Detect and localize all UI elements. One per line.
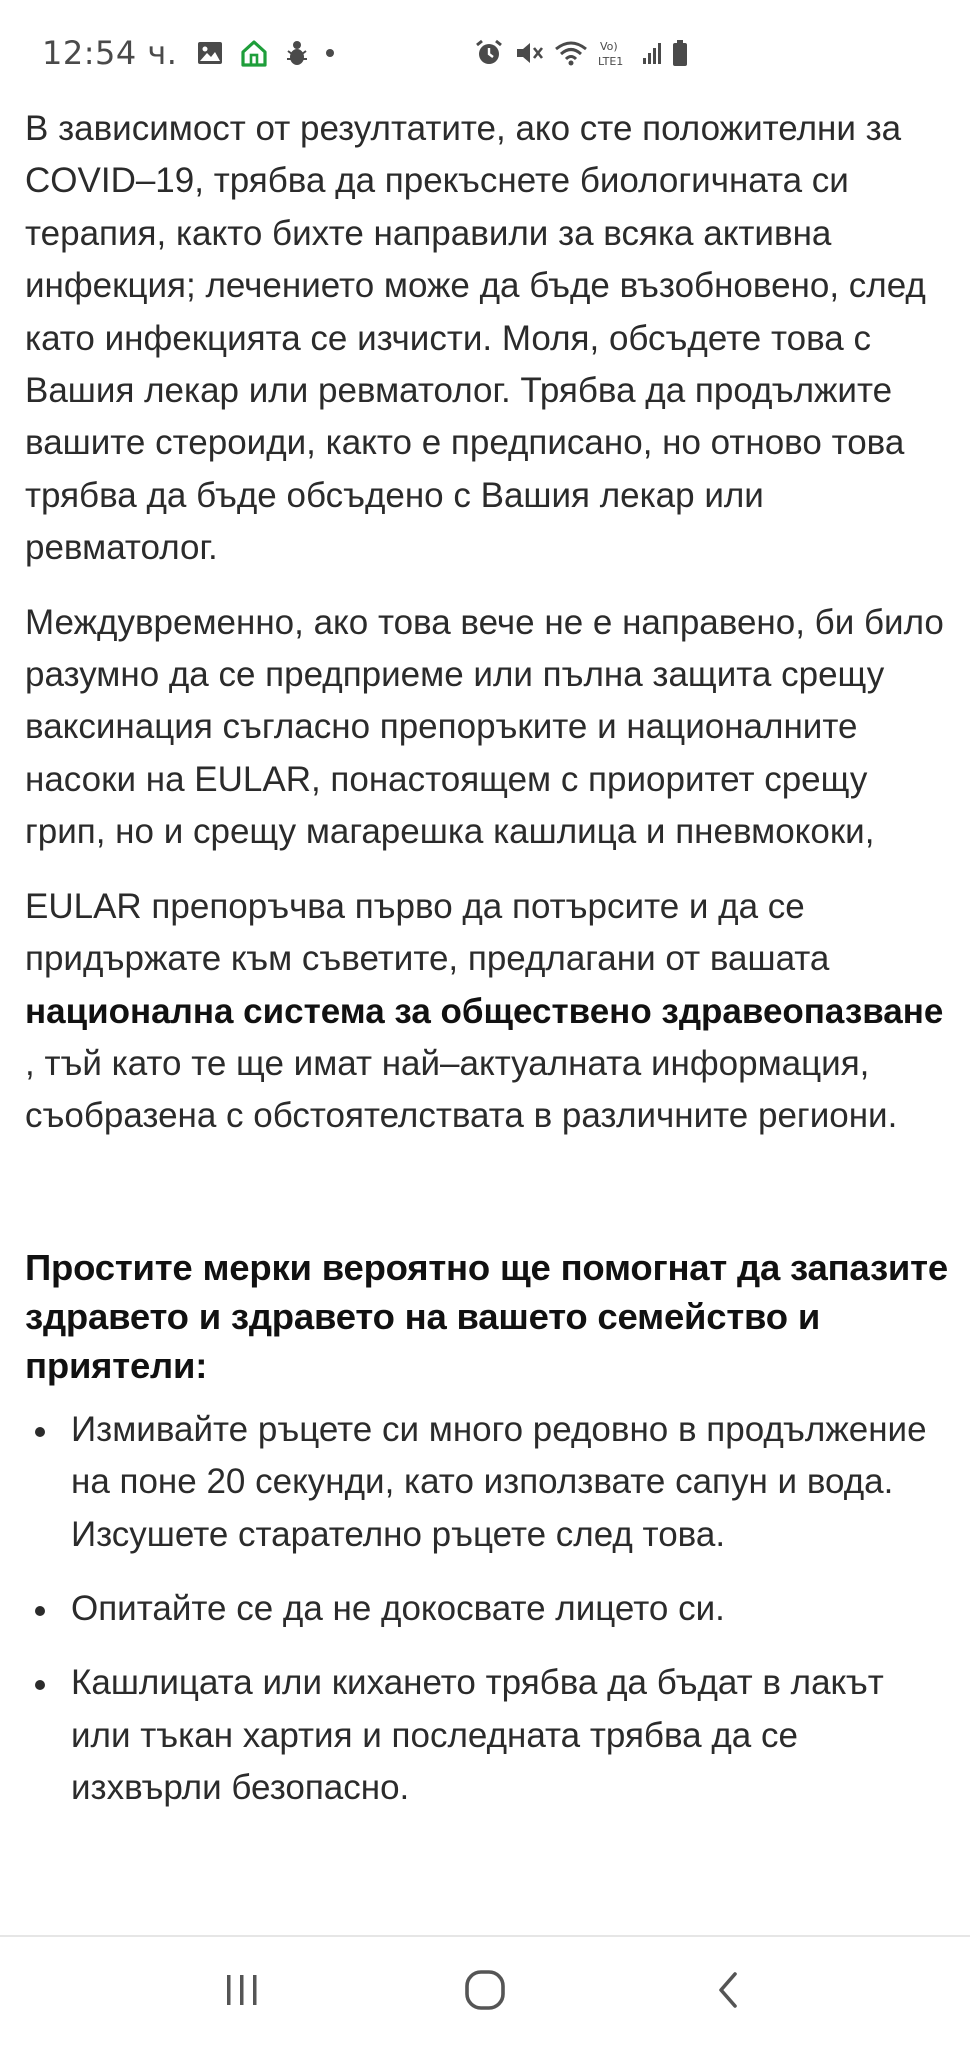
- list-item: [25, 1657, 950, 1814]
- public-health-link[interactable]: национална система за обществено здравеопазване: [25, 991, 944, 1031]
- bullet-icon: [35, 1680, 45, 1690]
- eular-text-before: EULAR препоръчва първо да потърсите и да се придържате към съветите, предлагани от вашата: [25, 886, 830, 979]
- alarm-icon: [474, 38, 504, 68]
- volte-top-text: Vo): [600, 39, 618, 53]
- image-icon: [197, 41, 223, 65]
- bug-icon: [285, 39, 309, 67]
- home-button-icon: [463, 1968, 507, 2017]
- back-button[interactable]: [668, 1948, 788, 2038]
- list-item: [25, 1583, 950, 1635]
- status-bar: [0, 0, 970, 105]
- back-icon: [713, 1970, 743, 2015]
- home-icon: [239, 38, 269, 68]
- bullet-icon: [35, 1606, 45, 1616]
- paragraph-eular: [25, 881, 950, 1143]
- dot-icon: [325, 48, 335, 58]
- measures-heading: Простите мерки вероятно ще помогнат да запазите здравето и здравето на вашето семейство и приятели:: [25, 1246, 948, 1386]
- home-button[interactable]: [425, 1948, 545, 2038]
- navigation-bar: [0, 1935, 970, 2048]
- paragraph-covid-therapy: В зависимост от резултатите, ако сте положителни за COVID–19, трябва да прекъснете биологичната си терапия, както бихте направили за всяка активна инфекция; лечението може да бъде възобновено, след като инфекцията се изчисти. Моля, обсъдете това с Вашия лекар или ревматолог. Трябва да продължите вашите стероиди, както е предписано, но отново това трябва да бъде обсъдено с Вашия лекар или ревматолог.: [25, 109, 926, 568]
- system-icons: [474, 37, 688, 69]
- eular-text-after: , тъй като те ще имат най–актуалната информация, съобразена с обстоятелствата в различните региони.: [25, 1043, 898, 1136]
- signal-icon: [642, 40, 662, 66]
- wifi-icon: [554, 39, 588, 67]
- volte-bottom-text: LTE1: [598, 54, 624, 68]
- list-item-text: Опитайте се да не докосвате лицето си.: [71, 1588, 725, 1628]
- bullet-icon: [35, 1427, 45, 1437]
- status-time: 12:54 ч.: [42, 33, 178, 72]
- notification-icons: [197, 38, 335, 68]
- recent-apps-icon: [222, 1972, 262, 2013]
- list-item: [25, 1404, 950, 1561]
- paragraph-vaccination: Междувременно, ако това вече не е направено, би било разумно да се предприеме или пълна защита срещу ваксинация съгласно препоръките и националните насоки на EULAR, понастоящем с приоритет срещу грип, но и срещу магарешка кашлица и пневмококи,: [25, 602, 944, 852]
- recent-apps-button[interactable]: [182, 1948, 302, 2038]
- volte-icon: [598, 37, 632, 69]
- mute-icon: [514, 39, 544, 67]
- article-content: [25, 103, 950, 1837]
- list-item-text: Измивайте ръцете си много редовно в продължение на поне 20 секунди, като използвате сапун и вода. Изсушете старателно ръцете след това.: [71, 1409, 927, 1554]
- measures-list: [25, 1404, 950, 1815]
- list-item-text: Кашлицата или кихането трябва да бъдат в лакът или тъкан хартия и последната трябва да се изхвърли безопасно.: [71, 1663, 884, 1808]
- battery-icon: [672, 39, 688, 67]
